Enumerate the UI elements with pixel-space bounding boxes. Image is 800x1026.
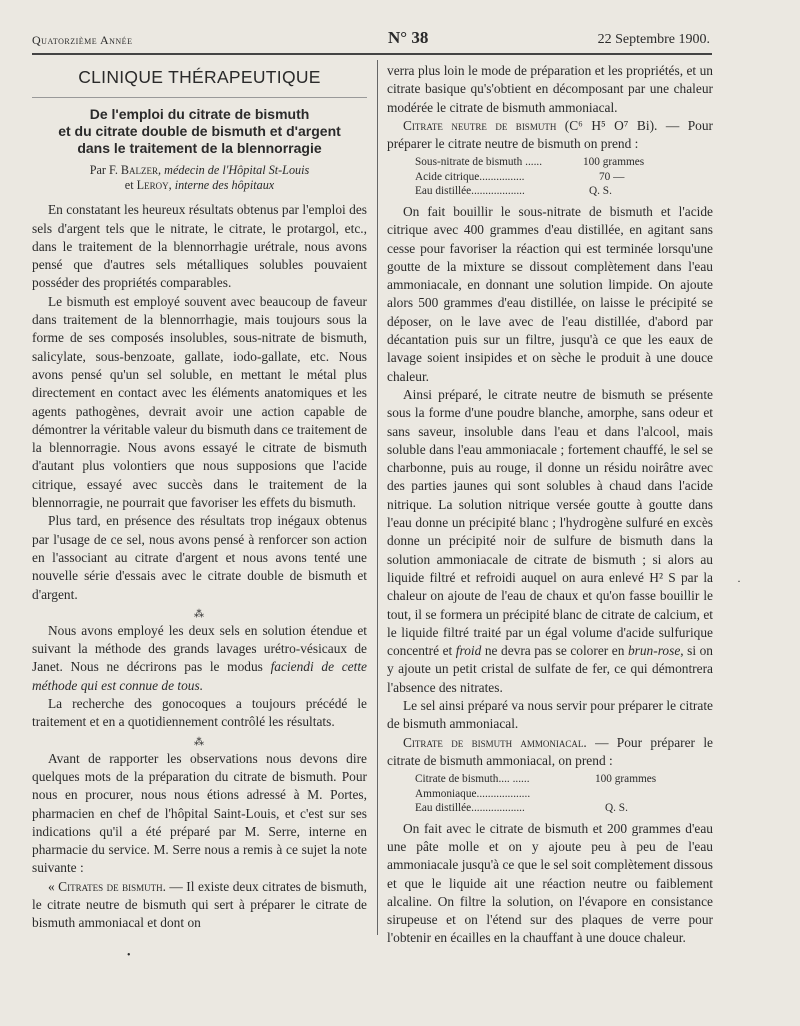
section-title: CLINIQUE THÉRAPEUTIQUE	[78, 67, 321, 87]
ingredient-name: Eau distillée...................	[415, 185, 525, 198]
ingredient-name: Sous-nitrate de bismuth ......	[415, 156, 543, 169]
issue-number: N° 38	[388, 28, 429, 47]
paragraph	[32, 622, 367, 695]
paragraph: Le sel ainsi préparé va nous servir pour préparer le citrate de bismuth ammoniacal.	[387, 698, 713, 732]
paragraph: Le bismuth est employé souvent avec beaucoup de faveur dans traitement de la blennorrhagie, mais toujours sous la forme de ses composés insolubles, sous-nitrate de bismuth, salicylate, sous-benzoate, gallate, iodo-gallate, etc. Nous avons pensé qu'un sel soluble, en mettant le métal plus directement en contact avec les éléments anatomiques et les agents pathogènes, devrait avoir une action capable de démontrer la véritable valeur du bismuth dans ce traitement de la blennorragie. Nous avons essayé le citrate de bismuth d'autant plus volontiers que nous supposions que l'acide citrique, essayé avec succès dans le traitement de la blennorragie, ne pourrait que favoriser les effets du bismuth.	[32, 293, 368, 511]
paragraph-text: Ainsi préparé, le citrate neutre de bismuth se présente sous la forme d'une poudre blanche, amorphe, sans odeur et sans saveur, insoluble dans l'eau et dans l'alcool, mais soluble dans l'eau ammoniacale ; fortement chauffé, le sel se charbonne, puis au rouge, il donne un résidu noirâtre avec des parties jaunes qui sont solubles à chaud dans l'acide nitrique. La solution nitrique versée goutte à goutte dans l'eau donne un précipité blanc ; l'hydrogène sulfuré en excès donne un précipité noir de sulfure de bismuth dans la solution ammoniacale de citrate de bismuth ; si alors au liquide filtré et refroidi auquel on aura enlevé H² S par la chaleur on ajoute de l'eau de chaux et qu'on fasse bouillir le tout, il se formera un précipité blanc de citrate de calcium, et le liquide filtré traité par un égal volume d'acide sulfurique concentré et	[387, 386, 713, 659]
section-separator-stars: ⁂	[194, 608, 205, 620]
article-title-line-3: dans le traitement de la blennorragie	[77, 140, 322, 157]
article-title-line-1: De l'emploi du citrate de bismuth	[89, 106, 310, 123]
ingredient-qty: Q. S.	[589, 185, 612, 198]
author-2: Leroy	[136, 178, 169, 193]
paragraph-text: , si on y ajoute un petit cristal de sulfate de fer, ce qui démontrera l'absence des nitrates.	[387, 643, 713, 695]
paragraph	[387, 734, 713, 771]
ingredient-qty: 70 —	[599, 170, 625, 183]
paragraph: En constatant les heureux résultats obtenus par l'emploi des sels d'argent tels que le nitrate, le citrate, le protargol, etc., dans le traitement de la blennorrhagie urétrale, nous avons pensé que d'autres sels métalliques solubles pouvaient posséder des propriétés comparables.	[32, 202, 367, 291]
section-separator-stars: ⁂	[194, 736, 205, 748]
paragraph-italic: froid	[455, 643, 482, 659]
article-title-line-2: et du citrate double de bismuth et d'argent	[58, 123, 341, 140]
article-title	[32, 106, 367, 157]
paragraph: La recherche des gonocoques a toujours précédé le traitement et en a quotidiennement contrôlé les résultats.	[32, 696, 367, 730]
column-divider	[377, 60, 378, 935]
header-rule	[32, 53, 712, 55]
paragraph-text: — Pour préparer le citrate neutre de bismuth on prend :	[387, 117, 714, 152]
issue-date: 22 Septembre 1900.	[597, 32, 710, 47]
recipe-row	[415, 155, 713, 170]
byline-prefix: Par F.	[89, 163, 121, 178]
right-column	[387, 62, 713, 948]
ingredient-name: Citrate de bismuth.... ......	[415, 773, 530, 786]
recipe-row	[415, 772, 713, 787]
author-2-role: , interne des hôpitaux	[168, 178, 275, 193]
recipe-row	[415, 184, 713, 199]
paragraph-italic: brun-rose	[627, 643, 681, 659]
recipe-row	[415, 801, 713, 816]
recipe-row	[415, 787, 713, 802]
paragraph: verra plus loin le mode de préparation et les propriétés, et un citrate basique qu's'obtient en décomposant par une chaleur modérée le citrate de bismuth ammoniacal.	[387, 63, 713, 115]
paragraph	[32, 878, 367, 933]
byline-and: et	[124, 178, 137, 193]
recipe-neutral-citrate	[415, 155, 713, 199]
chemical-formula: (C⁶ H⁵ O⁷ Bi).	[556, 117, 658, 133]
byline	[32, 163, 367, 193]
left-column	[32, 62, 367, 933]
page-header	[32, 30, 710, 52]
paragraph-text: — Pour préparer le citrate de bismuth ammoniacal, on prend :	[387, 734, 713, 768]
paragraph-italic: faciendi de cette méthode qui est connue de tous.	[32, 659, 367, 693]
paragraph: On fait avec le citrate de bismuth et 200 grammes d'eau une pâte molle et on y ajoute peu à peu de l'eau ammoniacale jusqu'à ce que le sel soit complètement dissous et que le liquide ait une réaction neutre ou faiblement alcaline. On filtre la solution, on l'évapore en consistance sirupeuse et on l'étend sur des plaques de verre pour l'obtenir en écailles en la chauffant à une douce chaleur.	[387, 820, 713, 946]
ingredient-qty: Q. S.	[605, 802, 628, 815]
author-1: Balzer	[120, 163, 159, 178]
paragraph	[387, 386, 713, 697]
section-title-rule	[32, 96, 367, 98]
recipe-row	[415, 170, 713, 185]
recipe-ammoniacal-citrate	[415, 772, 713, 816]
paragraph-text: — Il existe deux citrates de bismuth, le citrate neutre de bismuth qui sert à préparer le citrate de bismuth ammoniacal et dont on	[32, 878, 367, 931]
ink-speck: •	[127, 950, 131, 961]
ingredient-name: Ammoniaque...................	[415, 787, 531, 800]
paragraph: Plus tard, en présence des résultats trop inégaux obtenus par l'usage de ce sel, nous avons pensé à renforcer son action en l'associant au citrate d'argent et nous avons tenté une nouvelle série d'essais avec le citrate double de bismuth et d'argent.	[32, 513, 367, 602]
paragraph: On fait bouillir le sous-nitrate de bismuth et l'acide citrique avec 400 grammes d'eau distillée, en agitant sans cesse pour favoriser la réaction qui est terminée lorsqu'une goutte de la mixture se dissout complètement dans l'eau ammoniacale, en donnant une solution limpide. On ajoute alors 500 grammes d'eau distillée, on laisse le précipité se déposer, on le lave avec de l'eau distillée, d'abord par décantation puis sur un filtre, jusqu'à ce que les eaux de lavage soient insipides et on sèche le produit à une douce chaleur.	[387, 203, 713, 384]
ingredient-qty: 100 grammes	[595, 773, 657, 786]
subheading: « Citrates de bismuth.	[48, 878, 166, 894]
ingredient-qty: 100 grammes	[583, 156, 645, 169]
subheading: Citrate de bismuth ammoniacal.	[403, 734, 587, 750]
margin-mark: ·	[737, 574, 741, 588]
paragraph: Avant de rapporter les observations nous devons dire quelques mots de la préparation du citrate de bismuth. Pour nous en procurer, nous nous étions adressé à M. Portes, pharmacien en chef de l'hôpital Saint-Louis, et c'est sur ses indications qu'il a été préparé par M. Serre, interne en pharmacie du service. M. Serre nous a remis à ce sujet la note suivante :	[32, 750, 367, 876]
subheading: Citrate neutre de bismuth	[403, 117, 557, 133]
ingredient-name: Eau distillée...................	[415, 802, 525, 815]
author-1-role: , médecin de l'Hôpital St-Louis	[158, 163, 310, 178]
paragraph-text: Nous avons employé les deux sels en solution étendue et suivant la méthode des grands lavages urétro-vésicaux de Janet. Nous ne décrirons pas le modus	[32, 622, 367, 675]
ingredient-name: Acide citrique................	[415, 170, 525, 183]
paragraph	[387, 117, 713, 154]
paragraph-text: ne devra pas se colorer en	[481, 643, 628, 659]
volume-label: Quatorzième Année	[32, 33, 133, 47]
